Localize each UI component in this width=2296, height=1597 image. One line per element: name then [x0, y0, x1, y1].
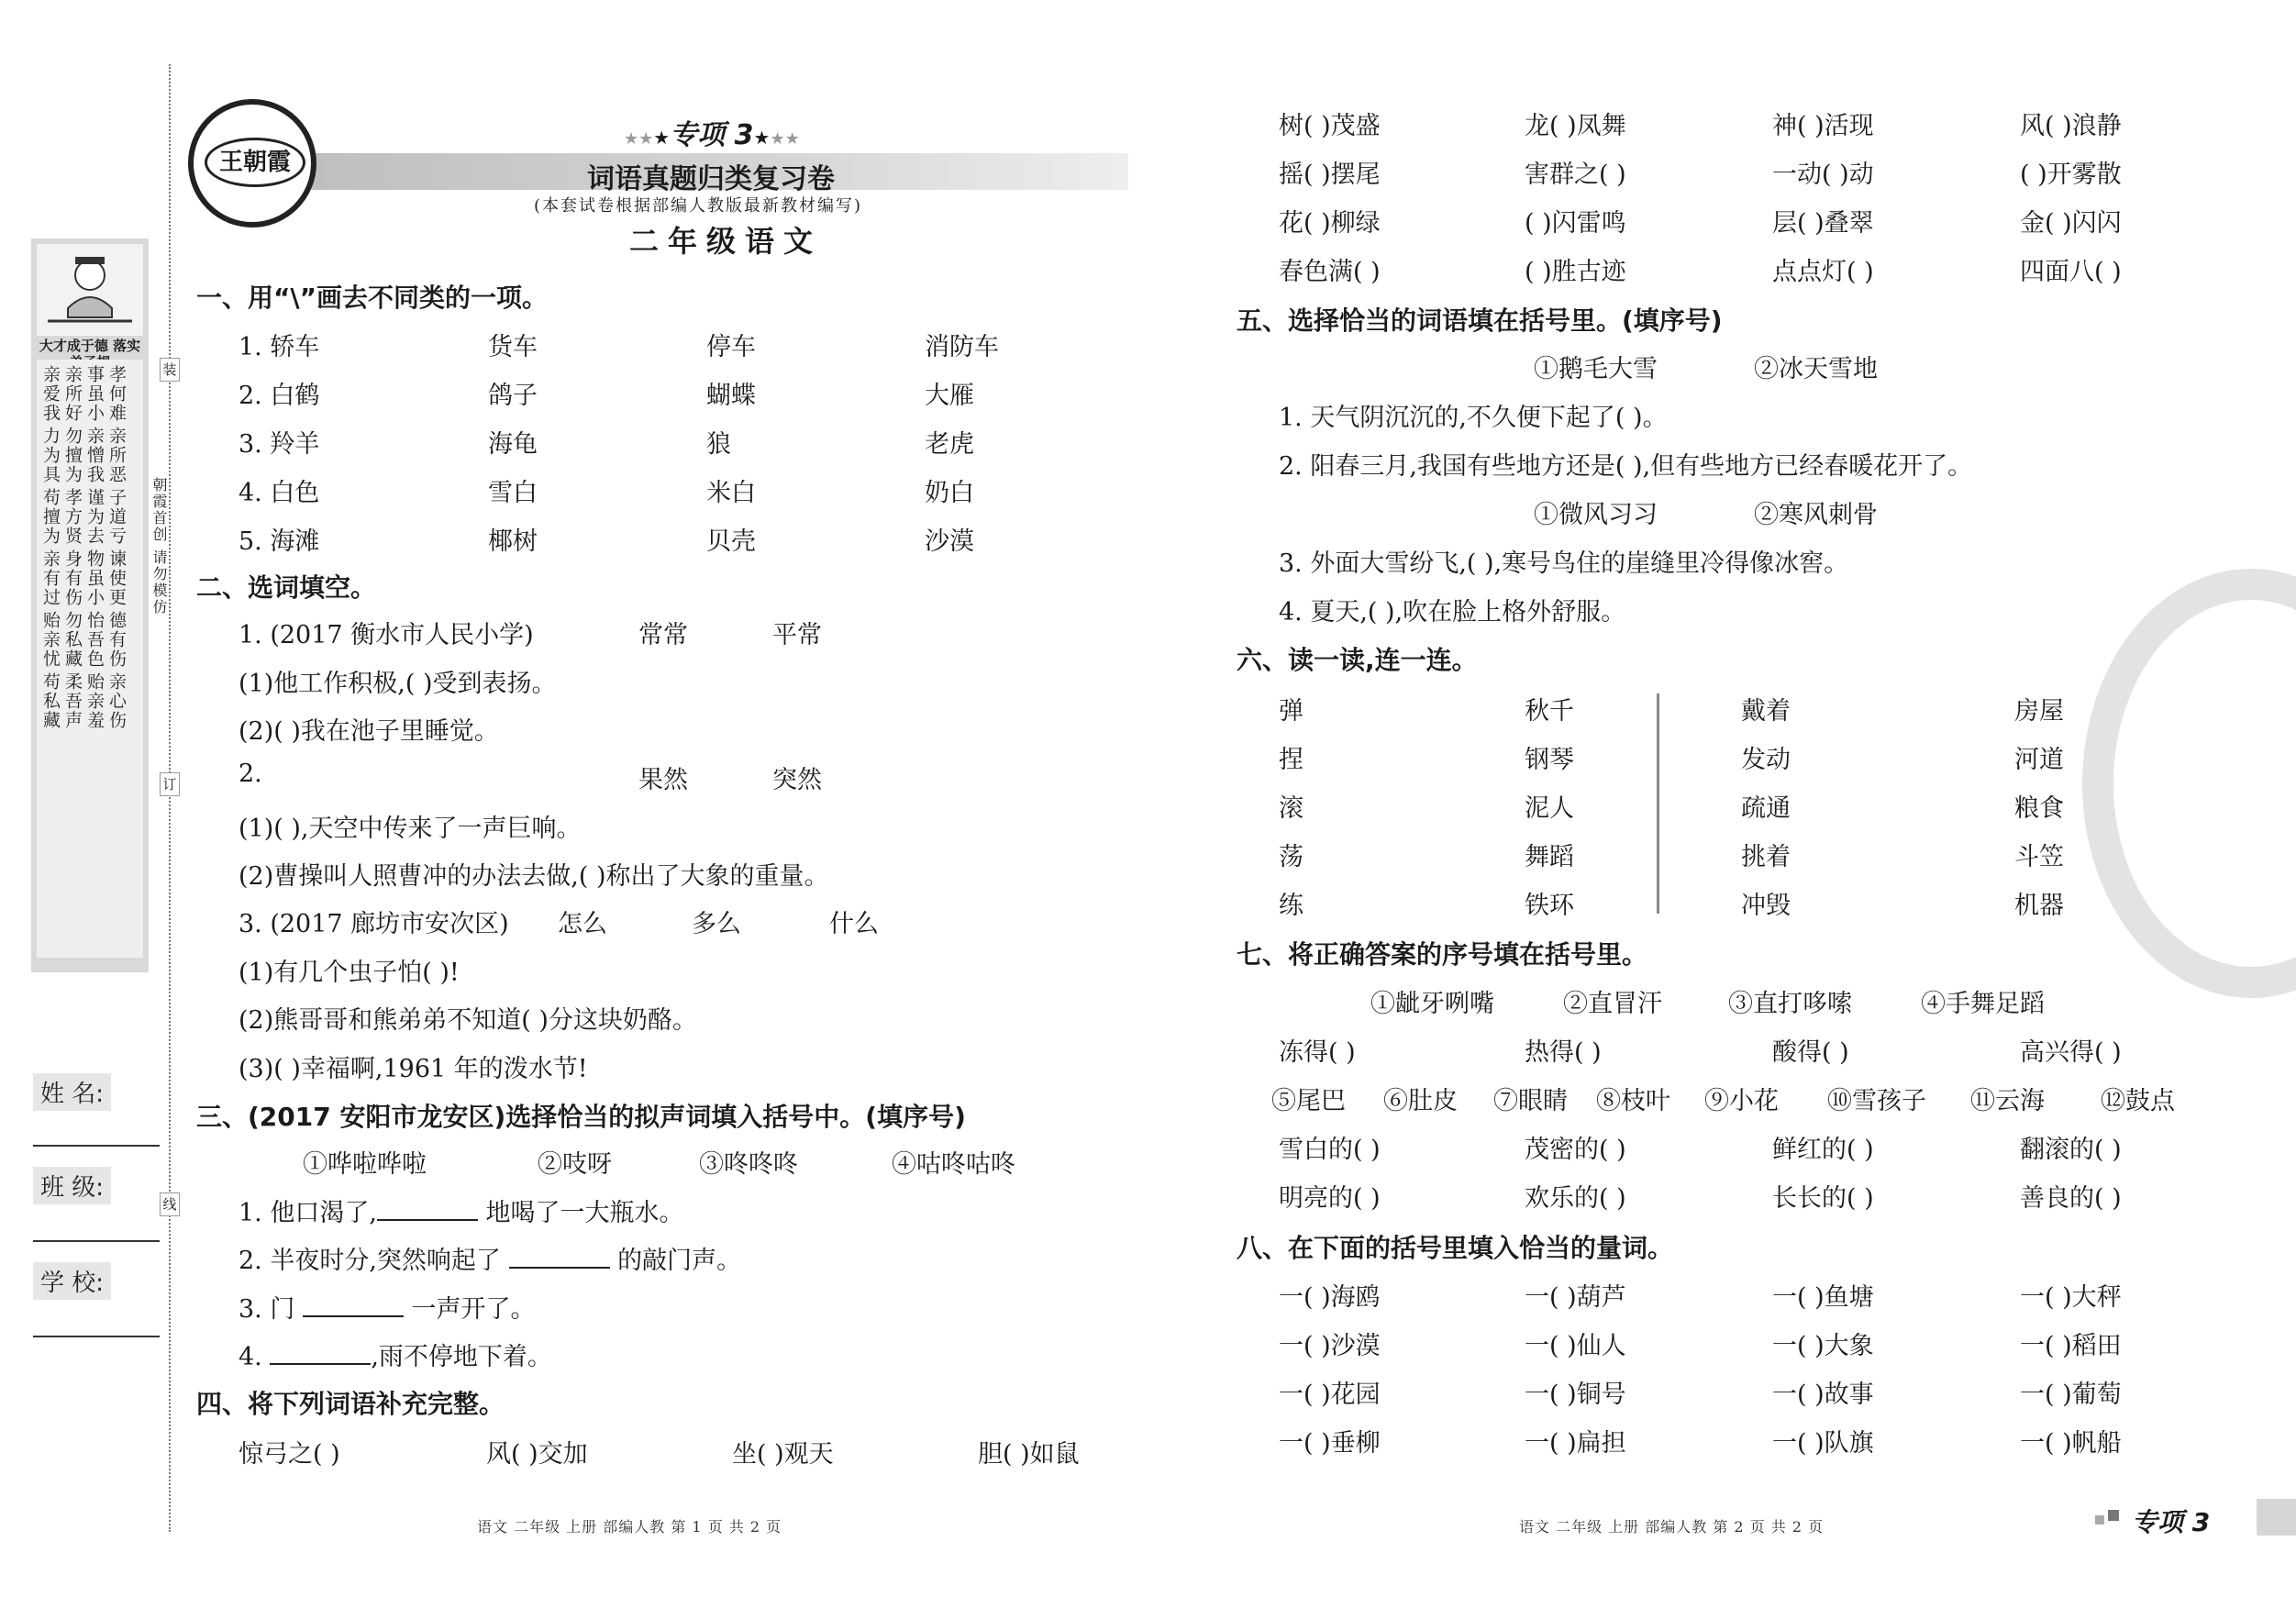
- motto-column: 苟私藏: [40, 672, 61, 730]
- s3-option: ②吱呀: [538, 1150, 612, 1179]
- fill-blank[interactable]: 明亮的( ): [1279, 1184, 1381, 1213]
- brand-logo: [188, 99, 316, 227]
- divider: [1657, 693, 1659, 914]
- q5-2[interactable]: 2. 阳春三月,我国有些地方还是( ),但有些地方已经春暖花开了。: [1279, 452, 1973, 481]
- motto-column: 德有伤: [106, 611, 127, 669]
- s7-option: ②直冒汗: [1563, 990, 1662, 1018]
- motto-column: 勿擅为: [62, 427, 83, 484]
- match-word[interactable]: 弹: [1279, 697, 1303, 726]
- motto-column: 谨为去: [84, 488, 105, 546]
- class-field[interactable]: [33, 1240, 160, 1242]
- idiom-blank[interactable]: 龙( )凤舞: [1525, 112, 1626, 140]
- word-option[interactable]: 椰树: [488, 527, 538, 556]
- measure-word-blank[interactable]: 一( )花园: [1279, 1381, 1381, 1409]
- motto-column: 勿私藏: [62, 611, 83, 669]
- name-label: 姓 名:: [33, 1073, 111, 1111]
- s7-option: ⑪云海: [1970, 1087, 2045, 1115]
- word-option[interactable]: 消防车: [925, 333, 999, 361]
- match-word[interactable]: 练: [1279, 892, 1303, 920]
- measure-word-blank[interactable]: 一( )鱼塘: [1772, 1283, 1874, 1312]
- q5-3[interactable]: 3. 外面大雪纷飞,( ),寒号鸟住的崖缝里冷得像冰窖。: [1279, 549, 1849, 578]
- s3-option: ①哗啦哗啦: [303, 1150, 427, 1179]
- answer-blank[interactable]: [270, 1343, 371, 1365]
- match-word[interactable]: 舞蹈: [1525, 843, 1574, 871]
- q2-2a[interactable]: (1)( ),天空中传来了一声巨响。: [238, 815, 582, 843]
- word-option[interactable]: 5. 海滩: [238, 527, 320, 556]
- fill-blank[interactable]: 鲜红的( ): [1772, 1136, 1874, 1164]
- fill-blank[interactable]: 冻得( ): [1279, 1038, 1356, 1067]
- match-word[interactable]: 滚: [1279, 794, 1303, 823]
- word-option[interactable]: 老虎: [925, 430, 974, 459]
- word-option[interactable]: 贝壳: [706, 527, 756, 556]
- motto-column: 孝方贤: [62, 488, 83, 546]
- idiom-blank[interactable]: ( )开雾散: [2020, 161, 2122, 189]
- motto-column: 亲所好: [62, 365, 83, 423]
- brand-name: 王朝霞: [205, 138, 305, 187]
- q3-3: 3. 门 一声开了。: [238, 1295, 536, 1324]
- match-word[interactable]: 机器: [2014, 892, 2064, 920]
- measure-word-blank[interactable]: 一( )队旗: [1772, 1429, 1874, 1458]
- name-field[interactable]: [33, 1145, 160, 1147]
- q2-3b[interactable]: (2)熊哥哥和熊弟弟不知道( )分这块奶酪。: [238, 1006, 697, 1035]
- motto-column: 谏使更: [106, 549, 127, 607]
- binding-line: [169, 64, 171, 1532]
- measure-word-blank[interactable]: 一( )扁担: [1525, 1429, 1626, 1458]
- section-8-title: 八、在下面的括号里填入恰当的量词。: [1237, 1233, 1674, 1263]
- q2-3-option: 多么: [692, 910, 741, 938]
- s7-option: ⑥肚皮: [1383, 1087, 1458, 1115]
- idiom-blank[interactable]: 一动( )动: [1772, 161, 1874, 189]
- match-word[interactable]: 冲毁: [1741, 892, 1791, 920]
- cut-mark: 订: [160, 772, 180, 796]
- answer-blank[interactable]: [303, 1295, 404, 1317]
- q2-3c[interactable]: (3)( )幸福啊,1961 年的泼水节!: [238, 1055, 588, 1083]
- s5-option: ②冰天雪地: [1754, 355, 1878, 383]
- idiom-blank[interactable]: ( )闪雷鸣: [1525, 209, 1626, 238]
- grade-title: 二年级语文: [629, 224, 823, 259]
- idiom-blank[interactable]: 树( )茂盛: [1279, 112, 1381, 140]
- school-label: 学 校:: [33, 1262, 111, 1300]
- motto-column: 事虽小: [84, 365, 105, 423]
- class-label: 班 级:: [33, 1167, 111, 1204]
- fill-blank[interactable]: 雪白的( ): [1279, 1136, 1381, 1164]
- q2-3a[interactable]: (1)有几个虫子怕( )!: [238, 959, 460, 987]
- q5-4[interactable]: 4. 夏天,( ),吹在脸上格外舒服。: [1279, 598, 1626, 627]
- q2-1-option: 平常: [772, 621, 822, 649]
- match-word[interactable]: 房屋: [2014, 697, 2064, 726]
- q2-2-option: 突然: [772, 766, 822, 794]
- motto-column: 贻亲忧: [40, 611, 61, 669]
- q5-1[interactable]: 1. 天气阴沉沉的,不久便下起了( )。: [1279, 404, 1668, 432]
- motto-column: 怡吾色: [84, 611, 105, 669]
- corner-bar: [2257, 1499, 2296, 1536]
- s7-option: ⑦眼睛: [1493, 1087, 1568, 1115]
- s7-option: ⑤尾巴: [1271, 1087, 1346, 1115]
- measure-word-blank[interactable]: 一( )葫芦: [1525, 1283, 1626, 1312]
- idiom-blank[interactable]: 金( )闪闪: [2020, 209, 2122, 238]
- measure-word-blank[interactable]: 一( )稻田: [2020, 1332, 2122, 1360]
- watermark-stamp: [2082, 569, 2296, 998]
- idiom-blank[interactable]: 风( )浪静: [2020, 112, 2122, 140]
- section-6-title: 六、读一读,连一连。: [1237, 645, 1478, 675]
- motto-column: 子道亏: [106, 488, 127, 546]
- star-icon: ★★: [624, 129, 654, 149]
- motto-column: 亲所恶: [106, 427, 127, 484]
- q3-4: 4. ,雨不停地下着。: [238, 1343, 552, 1371]
- q2-3-option: 怎么: [558, 910, 607, 938]
- section-1-title: 一、用“\”画去不同类的一项。: [196, 283, 549, 313]
- section-4-title: 四、将下列词语补充完整。: [196, 1389, 505, 1419]
- match-word[interactable]: 疏通: [1741, 794, 1791, 823]
- q2-2b[interactable]: (2)曹操叫人照曹冲的办法去做,( )称出了大象的重量。: [238, 862, 829, 891]
- word-option[interactable]: 沙漠: [925, 527, 974, 556]
- match-word[interactable]: 钢琴: [1525, 746, 1574, 774]
- q2-1a[interactable]: (1)他工作积极,( )受到表扬。: [238, 670, 557, 698]
- match-word[interactable]: 斗笠: [2014, 843, 2064, 871]
- motto-column: 力为具: [40, 427, 61, 484]
- match-word[interactable]: 铁环: [1525, 892, 1574, 920]
- match-word[interactable]: 秋千: [1525, 697, 1574, 726]
- fill-blank[interactable]: 长长的( ): [1772, 1184, 1874, 1213]
- q2-2: 2.: [238, 760, 262, 788]
- fill-blank[interactable]: 善良的( ): [2020, 1184, 2122, 1213]
- q2-3: 3. (2017 廊坊市安次区): [238, 910, 509, 938]
- idiom-blank[interactable]: 花( )柳绿: [1279, 209, 1381, 238]
- word-option[interactable]: 大雁: [925, 382, 974, 410]
- measure-word-blank[interactable]: 一( )海鸥: [1279, 1283, 1381, 1312]
- match-word[interactable]: 荡: [1279, 843, 1303, 871]
- match-word[interactable]: 河道: [2014, 746, 2064, 774]
- s4-item[interactable]: 惊弓之( ): [238, 1440, 340, 1469]
- idiom-blank[interactable]: 春色满( ): [1279, 258, 1381, 286]
- word-option[interactable]: 停车: [706, 333, 756, 361]
- page-2-footer: 语文 二年级 上册 部编人教 第 2 页 共 2 页: [1519, 1518, 1825, 1536]
- s7-option: ①龇牙咧嘴: [1370, 990, 1494, 1018]
- scholar-illustration: [37, 244, 143, 336]
- motto-column: 孝何难: [106, 365, 127, 423]
- section-3-title: 三、(2017 安阳市龙安区)选择恰当的拟声词填入括号中。(填序号): [196, 1102, 966, 1132]
- fill-blank[interactable]: 高兴得( ): [2020, 1038, 2122, 1067]
- fill-blank[interactable]: 酸得( ): [1772, 1038, 1849, 1067]
- section-2-title: 二、选词填空。: [196, 572, 377, 603]
- s7-option: ⑩雪孩子: [1827, 1087, 1926, 1115]
- idiom-blank[interactable]: 层( )叠翠: [1772, 209, 1874, 238]
- word-option[interactable]: 货车: [488, 333, 538, 361]
- fill-blank[interactable]: 茂密的( ): [1525, 1136, 1626, 1164]
- measure-word-blank[interactable]: 一( )帆船: [2020, 1429, 2122, 1458]
- match-word[interactable]: 发动: [1741, 746, 1791, 774]
- section-5-title: 五、选择恰当的词语填在括号里。(填序号): [1237, 305, 1723, 336]
- corner-tab: 专项 3: [2095, 1499, 2279, 1541]
- motto-column: 贻亲羞: [84, 672, 105, 730]
- idiom-blank[interactable]: 神( )活现: [1772, 112, 1874, 140]
- cut-mark: 线: [160, 1192, 180, 1216]
- q3-2: 2. 半夜时分,突然响起了 的敲门声。: [238, 1247, 742, 1275]
- s7-option: ⑨小花: [1704, 1087, 1779, 1115]
- s4-item[interactable]: 风( )交加: [486, 1440, 588, 1469]
- answer-blank[interactable]: [377, 1199, 478, 1221]
- measure-word-blank[interactable]: 一( )仙人: [1525, 1332, 1626, 1360]
- motto-column: 亲有过: [40, 549, 61, 607]
- school-field[interactable]: [33, 1336, 160, 1337]
- motto-column: 亲爱我: [40, 365, 61, 423]
- s7-option: ③直打哆嗦: [1728, 990, 1852, 1018]
- measure-word-blank[interactable]: 一( )铜号: [1525, 1381, 1626, 1409]
- measure-word-blank[interactable]: 一( )沙漠: [1279, 1332, 1381, 1360]
- match-word[interactable]: 泥人: [1525, 794, 1574, 823]
- word-option[interactable]: 4. 白色: [238, 479, 320, 507]
- measure-word-blank[interactable]: 一( )大象: [1772, 1332, 1874, 1360]
- word-option[interactable]: 1. 轿车: [238, 333, 320, 361]
- fill-blank[interactable]: 热得( ): [1525, 1038, 1602, 1067]
- word-option[interactable]: 狼: [706, 430, 731, 459]
- word-option[interactable]: 雪白: [488, 479, 538, 507]
- copyright-note: 朝霞首创 请勿模仿: [150, 477, 168, 616]
- special-tag: ★★★专项 3★★★: [624, 119, 800, 151]
- idiom-blank[interactable]: 害群之( ): [1525, 161, 1626, 189]
- s5-option: ①鹅毛大雪: [1534, 355, 1658, 383]
- measure-word-blank[interactable]: 一( )葡萄: [2020, 1381, 2122, 1409]
- fill-blank[interactable]: 欢乐的( ): [1525, 1184, 1626, 1213]
- s5-option: ②寒风刺骨: [1754, 501, 1878, 529]
- idiom-blank[interactable]: 摇( )摆尾: [1279, 161, 1381, 189]
- s4-item[interactable]: 胆( )如鼠: [978, 1440, 1080, 1469]
- s3-option: ④咕咚咕咚: [892, 1150, 1015, 1179]
- motto-column: 亲心伤: [106, 672, 127, 730]
- idiom-blank[interactable]: 四面八( ): [2020, 258, 2122, 286]
- answer-blank[interactable]: [509, 1247, 610, 1269]
- cut-mark: 装: [160, 358, 180, 382]
- fill-blank[interactable]: 翻滚的( ): [2020, 1136, 2122, 1164]
- motto: 大才成于德 落实: [39, 338, 141, 354]
- s7-option: ⑫鼓点: [2101, 1087, 2175, 1115]
- idiom-blank[interactable]: 点点灯( ): [1772, 258, 1874, 286]
- s4-item[interactable]: 坐( )观天: [732, 1440, 834, 1469]
- word-option[interactable]: 3. 羚羊: [238, 430, 320, 459]
- word-option[interactable]: 蝴蝶: [706, 382, 756, 410]
- q3-1: 1. 他口渴了, 地喝了一大瓶水。: [238, 1199, 684, 1227]
- s7-option: ⑧枝叶: [1596, 1087, 1670, 1115]
- q2-3-option: 什么: [829, 910, 879, 938]
- motto-column: 苟擅为: [40, 488, 61, 546]
- motto-columns: [37, 360, 143, 958]
- section-7-title: 七、将正确答案的序号填在括号里。: [1237, 939, 1648, 970]
- paper-subtitle: (本套试卷根据部编人教版最新教材编写): [534, 196, 863, 216]
- star-icon: ★★: [770, 129, 800, 149]
- match-word[interactable]: 粮食: [2014, 794, 2064, 823]
- word-option[interactable]: 鸽子: [488, 382, 538, 410]
- q2-1-option: 常常: [638, 621, 688, 649]
- q2-1: 1. (2017 衡水市人民小学): [238, 621, 534, 649]
- page-1-footer: 语文 二年级 上册 部编人教 第 1 页 共 2 页: [477, 1518, 782, 1536]
- measure-word-blank[interactable]: 一( )故事: [1772, 1381, 1874, 1409]
- word-option[interactable]: 2. 白鹤: [238, 382, 320, 410]
- s3-option: ③咚咚咚: [699, 1150, 798, 1179]
- motto-column: 柔吾声: [62, 672, 83, 730]
- s5-option: ①微风习习: [1534, 501, 1658, 529]
- idiom-blank[interactable]: ( )胜古迹: [1525, 258, 1626, 286]
- match-word[interactable]: 挑着: [1741, 843, 1791, 871]
- motto-column: 物虽小: [84, 549, 105, 607]
- measure-word-blank[interactable]: 一( )大秤: [2020, 1283, 2122, 1312]
- measure-word-blank[interactable]: 一( )垂柳: [1279, 1429, 1381, 1458]
- motto-column: 身有伤: [62, 549, 83, 607]
- q2-1b[interactable]: (2)( )我在池子里睡觉。: [238, 717, 499, 746]
- word-option[interactable]: 米白: [706, 479, 756, 507]
- match-word[interactable]: 戴着: [1741, 697, 1791, 726]
- paper-title: 词语真题归类复习卷: [587, 163, 835, 195]
- match-word[interactable]: 捏: [1279, 746, 1303, 774]
- word-option[interactable]: 奶白: [925, 479, 974, 507]
- q2-2-option: 果然: [638, 766, 688, 794]
- s7-option: ④手舞足蹈: [1921, 990, 2045, 1018]
- word-option[interactable]: 海龟: [488, 430, 538, 459]
- motto-column: 亲憎我: [84, 427, 105, 484]
